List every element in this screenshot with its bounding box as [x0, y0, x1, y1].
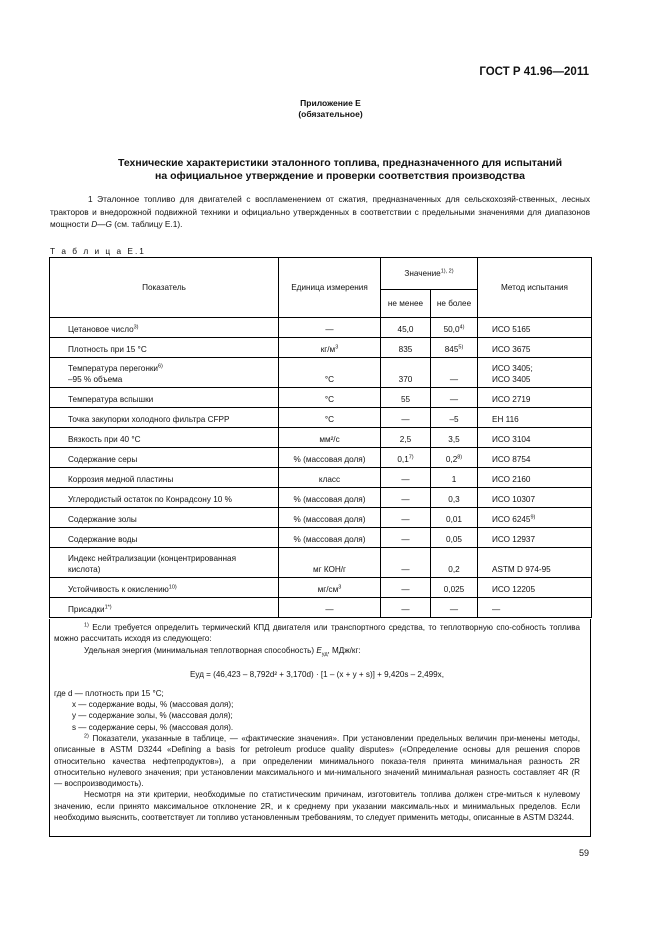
table-row [50, 468, 592, 488]
cell-max [431, 448, 478, 468]
indicator-name: Точка закупорки холодного фильтра CFPP [68, 415, 230, 424]
max-value: 0,01 [446, 515, 462, 524]
max-value: 0,2 [445, 455, 458, 464]
cell-min [381, 388, 431, 408]
cell-indicator [50, 598, 279, 618]
table-notes [49, 619, 591, 837]
method-value: ИСО 12205 [492, 585, 536, 594]
cell-unit [279, 428, 381, 448]
cell-indicator [50, 508, 279, 528]
unit-value: °С [324, 375, 335, 384]
indicator-name: Углеродистый остаток по Конрадсону 10 % [68, 495, 232, 504]
cell-method [478, 468, 592, 488]
indicator-name: Температура перегонки [68, 364, 158, 373]
cell-unit [279, 508, 381, 528]
unit-value: °С [324, 395, 335, 404]
min-value: — [401, 605, 410, 614]
cell-min [381, 338, 431, 358]
unit-value: мм²/с [319, 435, 340, 444]
method-value: ИСО 8754 [492, 455, 531, 464]
note-2-marker: 2) [84, 733, 89, 740]
indicator-name: Содержание золы [68, 515, 137, 524]
indicator-name: Содержание серы [68, 455, 138, 464]
cell-indicator [50, 428, 279, 448]
method-value: ИСО 12937 [492, 535, 536, 544]
indicator-name: Содержание воды [68, 535, 138, 544]
header-max: не более [431, 290, 478, 318]
cell-unit [279, 488, 381, 508]
cell-indicator [50, 358, 279, 388]
cell-max [431, 578, 478, 598]
method-value: ИСО 3675 [492, 345, 531, 354]
indicator-name: Вязкость при 40 °С [68, 435, 141, 444]
method-value: ИСО 2160 [492, 475, 531, 484]
cell-min [381, 548, 431, 578]
energy-line [54, 645, 580, 661]
indicator-name-line2: кислота) [68, 565, 101, 574]
cell-unit [279, 448, 381, 468]
unit-value: °С [324, 415, 335, 424]
table-row [50, 548, 592, 578]
cell-method [478, 548, 592, 578]
table-row [50, 408, 592, 428]
cell-max [431, 548, 478, 578]
energy-sub: уд [321, 651, 328, 658]
cell-max [431, 528, 478, 548]
table-row [50, 508, 592, 528]
cell-indicator [50, 408, 279, 428]
intro-range: D—G [91, 219, 112, 229]
table-row [50, 428, 592, 448]
cell-max [431, 598, 478, 618]
energy-formula: Eуд = (46,423 – 8,792d² + 3,170d) · [1 – (x + y + s)] + 9,420s – 2,499x, [190, 669, 444, 679]
cell-indicator [50, 468, 279, 488]
cell-unit [279, 318, 381, 338]
header-indicator: Показатель [50, 258, 279, 318]
unit-value: — [325, 605, 334, 614]
indicator-name: Температура вспышки [68, 395, 154, 404]
max-value: — [449, 375, 459, 384]
cell-method [478, 488, 592, 508]
min-value: 370 [398, 375, 413, 384]
table-row [50, 598, 592, 618]
min-value: 0,1 [397, 455, 409, 464]
header-value [381, 258, 478, 290]
method-footnote: 9) [530, 514, 536, 521]
cell-method [478, 338, 592, 358]
intro-paragraph [50, 193, 590, 231]
min-value: 2,5 [399, 435, 412, 444]
indicator-name: Устойчивость к окислению [68, 585, 169, 594]
cell-unit [279, 358, 381, 388]
cell-max [431, 488, 478, 508]
unit-value: мг КОН/г [312, 565, 347, 574]
unit-value: % (массовая доля) [293, 495, 366, 504]
cell-method [478, 508, 592, 528]
cell-max [431, 338, 478, 358]
min-value: — [401, 565, 410, 574]
cell-method [478, 578, 592, 598]
cell-min [381, 508, 431, 528]
indicator-footnote: 3) [133, 324, 139, 331]
method-value: ИСО 3104 [492, 435, 531, 444]
cell-min [381, 358, 431, 388]
cell-unit [279, 578, 381, 598]
method-value: ASTM D 974-95 [492, 565, 551, 574]
cell-unit [279, 548, 381, 578]
annex-status: (обязательное) [298, 109, 363, 119]
intro-text-part1: 1 Эталонное топливо для двигателей с воспламенением от сжатия, предназначенных для сельскохозяй-ственных, лесных тракторов и внедорожной подвижной техники и официально утвержденных в соответствии с предельными значениями для диапазонов мощности [50, 194, 590, 229]
cell-indicator [50, 548, 279, 578]
max-footnote: 8) [457, 454, 463, 461]
cell-indicator [50, 528, 279, 548]
min-value: — [401, 585, 410, 594]
cell-unit [279, 528, 381, 548]
cell-method [478, 428, 592, 448]
indicator-footnote: 1*) [104, 604, 112, 611]
note-1 [54, 622, 580, 645]
cell-method [478, 528, 592, 548]
min-value: — [401, 415, 410, 424]
indicator-footnote: 6) [158, 363, 163, 370]
page-number: 59 [578, 848, 589, 858]
cell-method [478, 448, 592, 468]
unit-value: мг/см [317, 585, 339, 594]
indicator-name: Индекс нейтрализации (концентрированная [68, 554, 237, 563]
energy-label: Удельная энергия (минимальная теплотворная способность) [84, 645, 317, 655]
note-1-text: Если требуется определить термический КПД двигателя или транспортного средства, то теплотворную спо-собность топлива можно рассчитать исходя из следующего: [54, 623, 580, 644]
max-value: –5 [449, 415, 459, 424]
max-value: 0,3 [448, 495, 460, 504]
max-value: 0,025 [443, 585, 465, 594]
table-row [50, 448, 592, 468]
min-value: 45,0 [397, 325, 414, 334]
table-row [50, 488, 592, 508]
cell-min [381, 318, 431, 338]
unit-value: класс [318, 475, 341, 484]
cell-indicator [50, 338, 279, 358]
header-value-label: Значение [404, 269, 441, 278]
cell-unit [279, 408, 381, 428]
intro-text-part2: (см. таблицу Е.1). [111, 219, 183, 229]
note-3: Несмотря на эти критерии, необходимые по статистическим причинам, изготовитель топлива должен стре-миться к нулевому значению, если принято максимальное отклонение 2R, и к среднему при указании максималь-ных и минимальных пределов. Если необходимо выяснить, соответствует ли топливо установленным требованиям, то следует применить методы, описанные в ASTM D3244. [54, 790, 580, 823]
unit-value: % (массовая доля) [293, 535, 366, 544]
cell-max [431, 388, 478, 408]
cell-unit [279, 338, 381, 358]
cell-min [381, 488, 431, 508]
unit-sup: 3 [338, 584, 342, 591]
min-value: 55 [400, 395, 411, 404]
max-value: 1 [451, 475, 457, 484]
annex-heading [0, 98, 661, 120]
indicator-name: Плотность при 15 °С [68, 345, 147, 354]
where-s: s — содержание серы, % (массовая доля). [72, 722, 234, 732]
energy-symbol: E [316, 645, 322, 655]
header-method: Метод испытания [478, 258, 592, 318]
max-footnote: 5) [458, 344, 464, 351]
max-value: — [449, 605, 459, 614]
method-value: ИСО 10307 [492, 495, 536, 504]
unit-value: % (массовая доля) [293, 515, 366, 524]
section-title-line2: на официальное утверждение и проверки соответствия производства [155, 170, 525, 182]
min-value: — [401, 515, 410, 524]
energy-unit: , МДж/кг: [327, 645, 361, 655]
cell-min [381, 408, 431, 428]
cell-min [381, 598, 431, 618]
table-row [50, 358, 592, 388]
header-min: не менее [381, 290, 431, 318]
unit-value: — [325, 325, 334, 334]
indicator-name: Цетановое число [68, 325, 134, 334]
cell-indicator [50, 488, 279, 508]
table-row [50, 338, 592, 358]
cell-max [431, 318, 478, 338]
cell-method [478, 388, 592, 408]
method-value: — [492, 605, 501, 614]
cell-max [431, 358, 478, 388]
cell-method [478, 408, 592, 428]
header-value-sup: 1), 2) [440, 268, 454, 275]
unit-value: кг/м [320, 345, 336, 354]
max-value: 845 [444, 345, 459, 354]
indicator-name: Присадки [68, 605, 105, 614]
note-2 [54, 733, 580, 789]
fuel-spec-table [49, 257, 592, 618]
cell-unit [279, 468, 381, 488]
cell-indicator [50, 388, 279, 408]
header-unit: Единица измерения [279, 258, 381, 318]
standard-number: ГОСТ Р 41.96—2011 [479, 66, 589, 78]
cell-max [431, 508, 478, 528]
cell-max [431, 428, 478, 448]
where-x: x — содержание воды, % (массовая доля); [72, 700, 234, 710]
cell-min [381, 528, 431, 548]
indicator-name-line2: –95 % объема [68, 375, 123, 384]
cell-method [478, 358, 592, 388]
unit-sup: 3 [335, 344, 339, 351]
max-value: 0,05 [446, 535, 462, 544]
table-row [50, 578, 592, 598]
cell-unit [279, 388, 381, 408]
min-value: 835 [398, 345, 413, 354]
min-value: — [401, 535, 410, 544]
method-value: ИСО 2719 [492, 395, 531, 404]
table-row [50, 388, 592, 408]
min-value: — [401, 495, 410, 504]
method-value: ИСО 6245 [492, 515, 531, 524]
cell-method [478, 598, 592, 618]
cell-min [381, 468, 431, 488]
cell-min [381, 448, 431, 468]
method-value: ЕН 116 [492, 415, 519, 424]
method-value-line2: ИСО 3405 [492, 375, 531, 384]
cell-method [478, 318, 592, 338]
cell-min [381, 428, 431, 448]
where-intro: где d — плотность при 15 °С; [54, 688, 164, 698]
max-value: 0,2 [448, 565, 460, 574]
cell-unit [279, 598, 381, 618]
min-footnote: 7) [408, 454, 414, 461]
note-1-marker: 1) [84, 622, 89, 629]
cell-max [431, 408, 478, 428]
max-footnote: 4) [459, 324, 465, 331]
where-y: y — содержание золы, % (массовая доля); [72, 711, 233, 721]
indicator-name: Коррозия медной пластины [68, 475, 174, 484]
table-row [50, 318, 592, 338]
table-row [50, 528, 592, 548]
section-title [60, 157, 620, 183]
max-value: 50,0 [443, 325, 460, 334]
annex-title: Приложение Е [300, 98, 361, 108]
max-value: — [449, 395, 459, 404]
cell-indicator [50, 578, 279, 598]
indicator-footnote: 10) [168, 584, 177, 591]
unit-value: % (массовая доля) [293, 455, 366, 464]
table-label: Т а б л и ц а Е.1 [50, 246, 146, 256]
cell-max [431, 468, 478, 488]
method-value: ИСО 5165 [492, 325, 531, 334]
max-value: 3,5 [448, 435, 460, 444]
cell-indicator [50, 448, 279, 468]
min-value: — [401, 475, 410, 484]
cell-min [381, 578, 431, 598]
method-value: ИСО 3405; [492, 364, 533, 373]
section-title-line1: Технические характеристики эталонного топлива, предназначенного для испытаний [117, 157, 563, 169]
note-2-text: Показатели, указанные в таблице, — «фактические значения». При установлении предельных величин при-менены методы, описанные в ASTM D3244 «Defining a basis for petroleum produce quality disputes» («Определение основы для решения споров относительно качества нефтепродуктов»), а при определении минимального показа-теля принята минимальная разность 2R относительно нулевого значения; при установлении максимального и ми-нимального значений минимальная разность составляет 4R (R — воспроизводимость). [54, 733, 580, 789]
cell-indicator [50, 318, 279, 338]
